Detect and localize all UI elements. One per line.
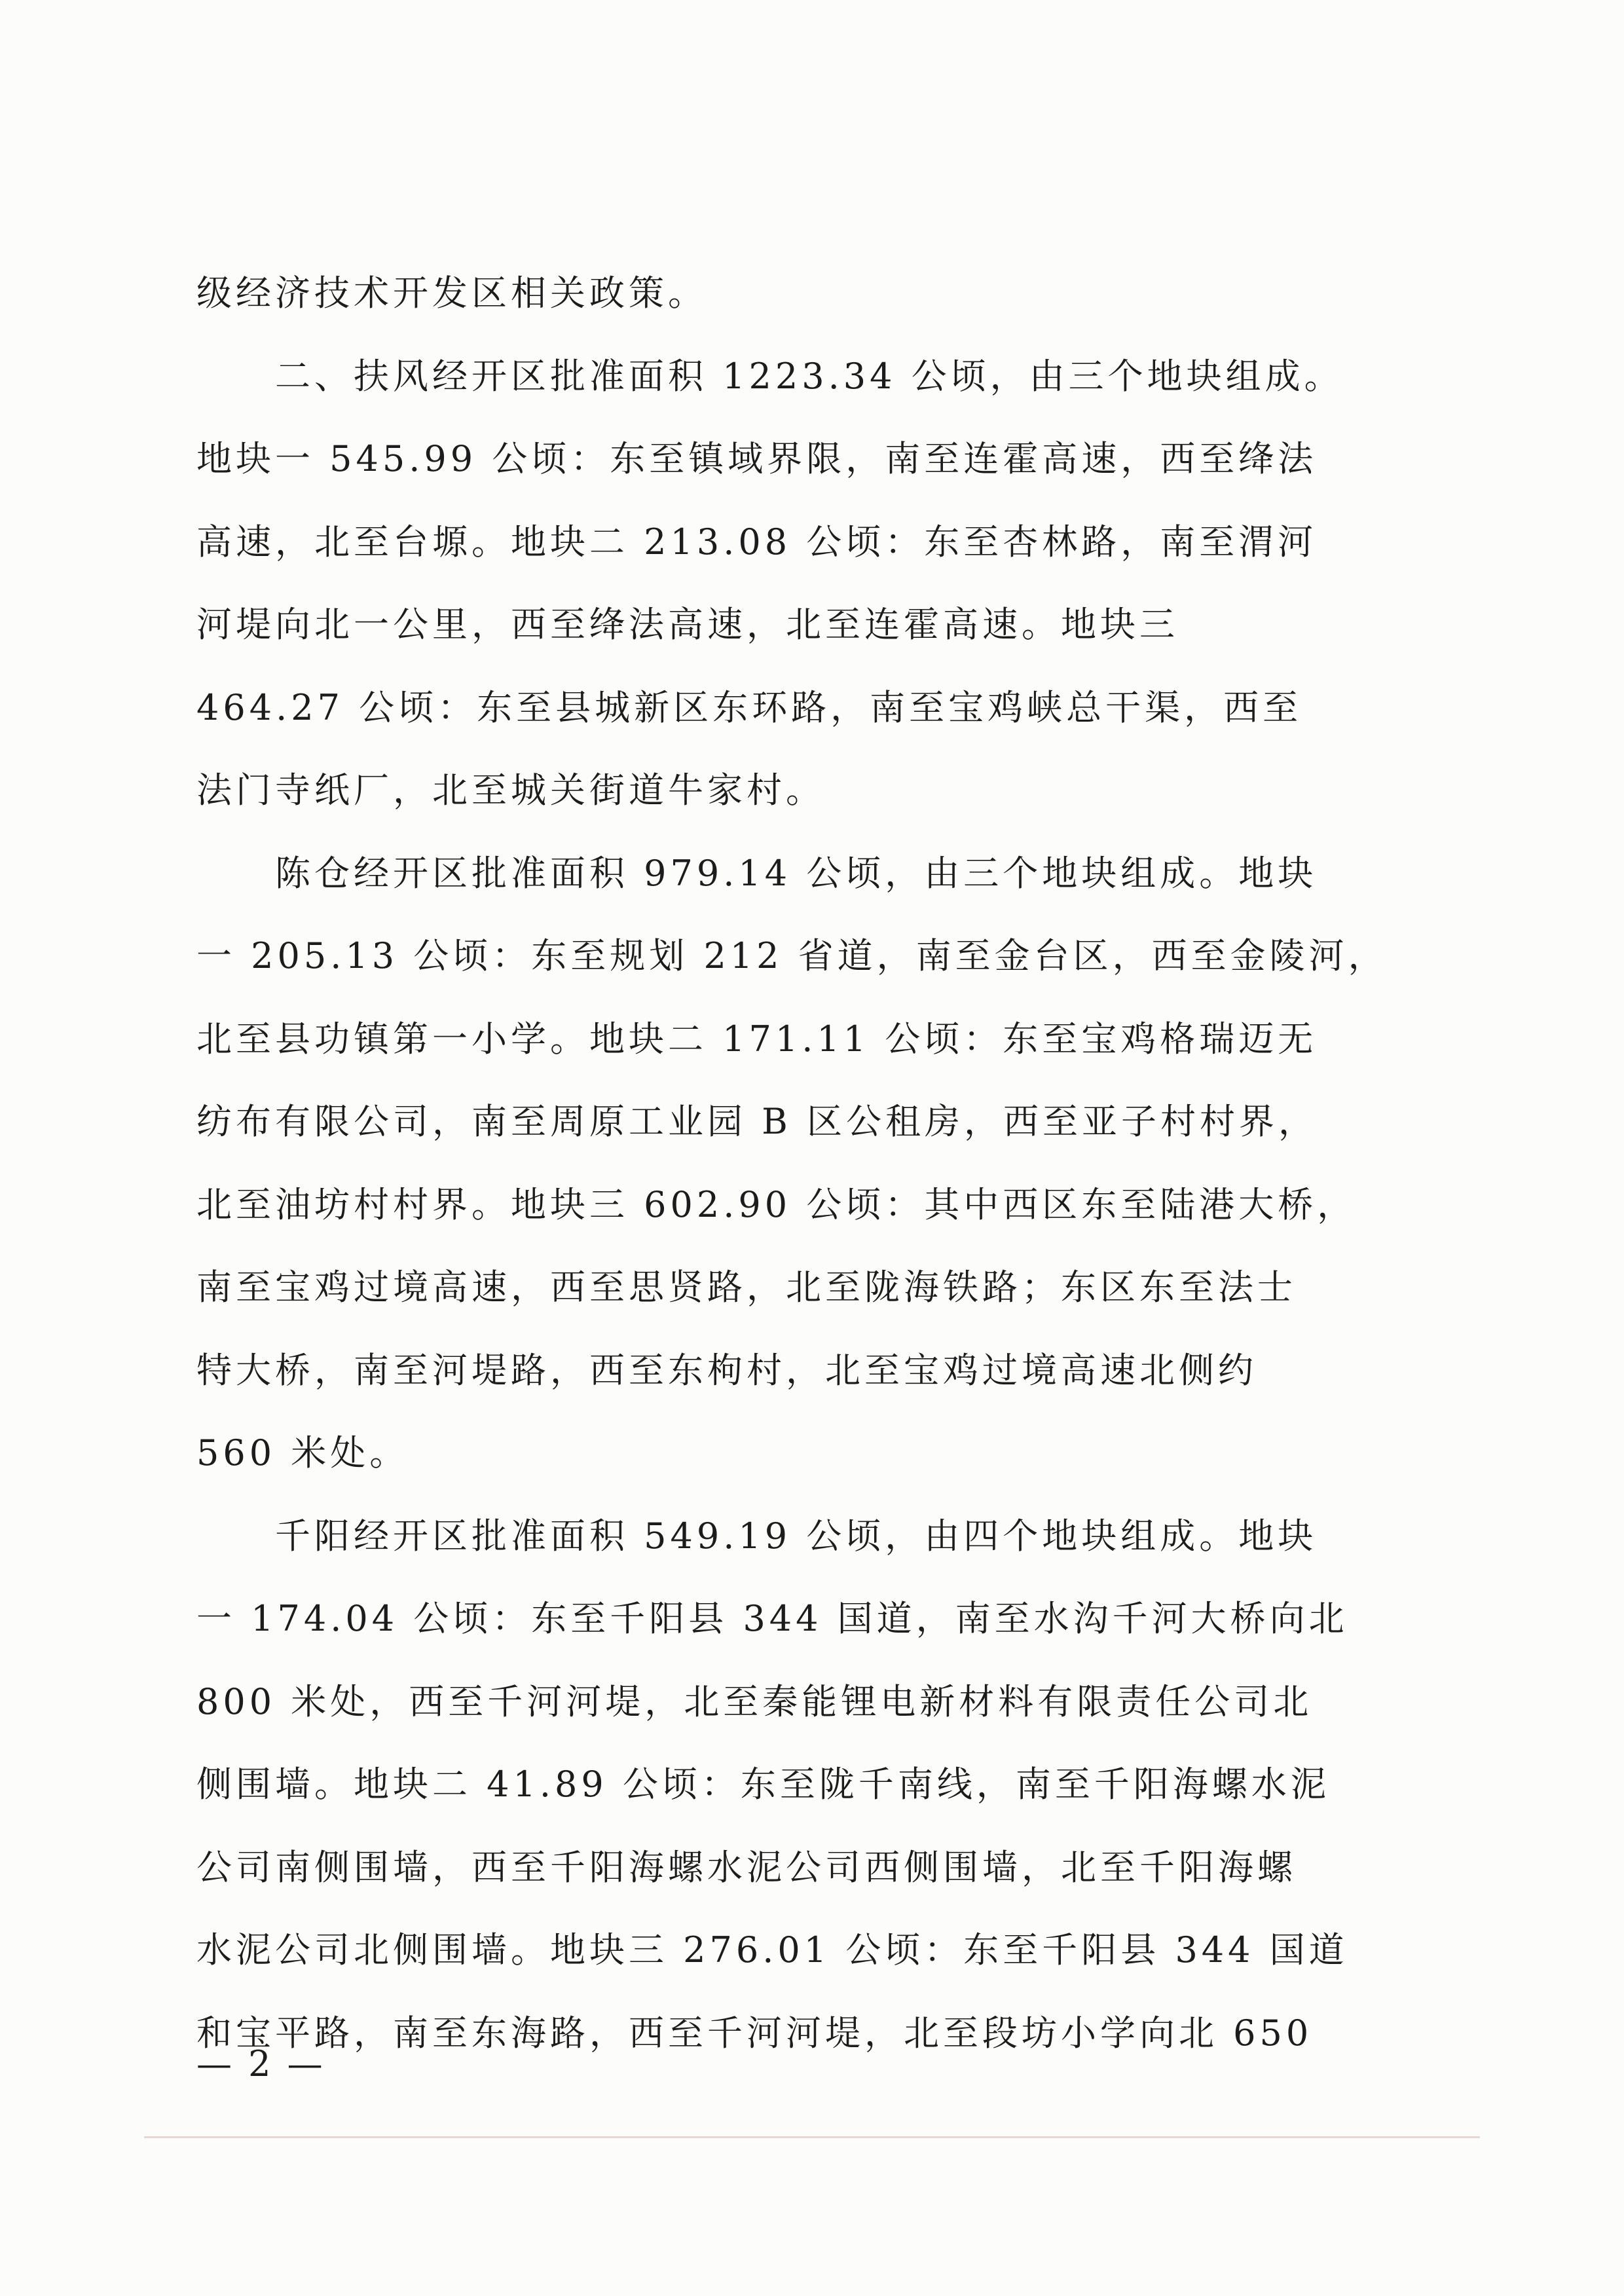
page-number: — 2 — <box>196 2043 325 2084</box>
text-line: 水泥公司北侧围墙。地块三 276.01 公顷：东至千阳县 344 国道 <box>196 1929 1348 1971</box>
text-line: 侧围墙。地块二 41.89 公顷：东至陇千南线，南至千阳海螺水泥 <box>196 1764 1330 1805</box>
text-line: 464.27 公顷：东至县城新区东环路，南至宝鸡峡总干渠，西至 <box>196 686 1302 728</box>
text-line: 560 米处。 <box>196 1432 409 1473</box>
text-line: 和宝平路，南至东海路，西至千河河堤，北至段坊小学向北 650 <box>196 2012 1313 2054</box>
text-line: 北至县功镇第一小学。地块二 171.11 公顷：东至宝鸡格瑞迈无 <box>196 1018 1318 1060</box>
text-line: 级经济技术开发区相关政策。 <box>196 272 707 314</box>
text-line: 北至油坊村村界。地块三 602.90 公顷：其中西区东至陆港大桥， <box>196 1183 1357 1225</box>
text-line: 南至宝鸡过境高速，西至思贤路，北至陇海铁路；东区东至法士 <box>196 1267 1297 1308</box>
text-line: 特大桥，南至河堤路，西至东枸村，北至宝鸡过境高速北侧约 <box>196 1349 1257 1391</box>
footer-divider <box>144 2136 1480 2138</box>
text-line: 河堤向北一公里，西至绛法高速，北至连霍高速。地块三 <box>196 604 1179 645</box>
text-line: 陈仓经开区批准面积 979.14 公顷，由三个地块组成。地块 <box>196 852 1318 894</box>
text-line: 高速，北至台塬。地块二 213.08 公顷：东至杏林路，南至渭河 <box>196 521 1318 563</box>
text-line: 800 米处，西至千河河堤，北至秦能锂电新材料有限责任公司北 <box>196 1680 1313 1722</box>
text-line: 二、扶风经开区批准面积 1223.34 公顷，由三个地块组成。 <box>196 355 1344 397</box>
text-line: 公司南侧围墙，西至千阳海螺水泥公司西侧围墙，北至千阳海螺 <box>196 1846 1297 1888</box>
text-line: 纺布有限公司，南至周原工业园 B 区公租房，西至亚子村村界， <box>196 1101 1318 1142</box>
text-line: 一 174.04 公顷：东至千阳县 344 国道，南至水沟千河大桥向北 <box>196 1598 1348 1639</box>
body-text <box>196 252 1395 2075</box>
text-line: 法门寺纸厂，北至城关街道牛家村。 <box>196 769 825 811</box>
text-line: 千阳经开区批准面积 549.19 公顷，由四个地块组成。地块 <box>196 1515 1318 1557</box>
text-line: 地块一 545.99 公顷：东至镇域界限，南至连霍高速，西至绛法 <box>196 438 1318 479</box>
text-line: 一 205.13 公顷：东至规划 212 省道，南至金台区，西至金陵河， <box>196 935 1388 976</box>
